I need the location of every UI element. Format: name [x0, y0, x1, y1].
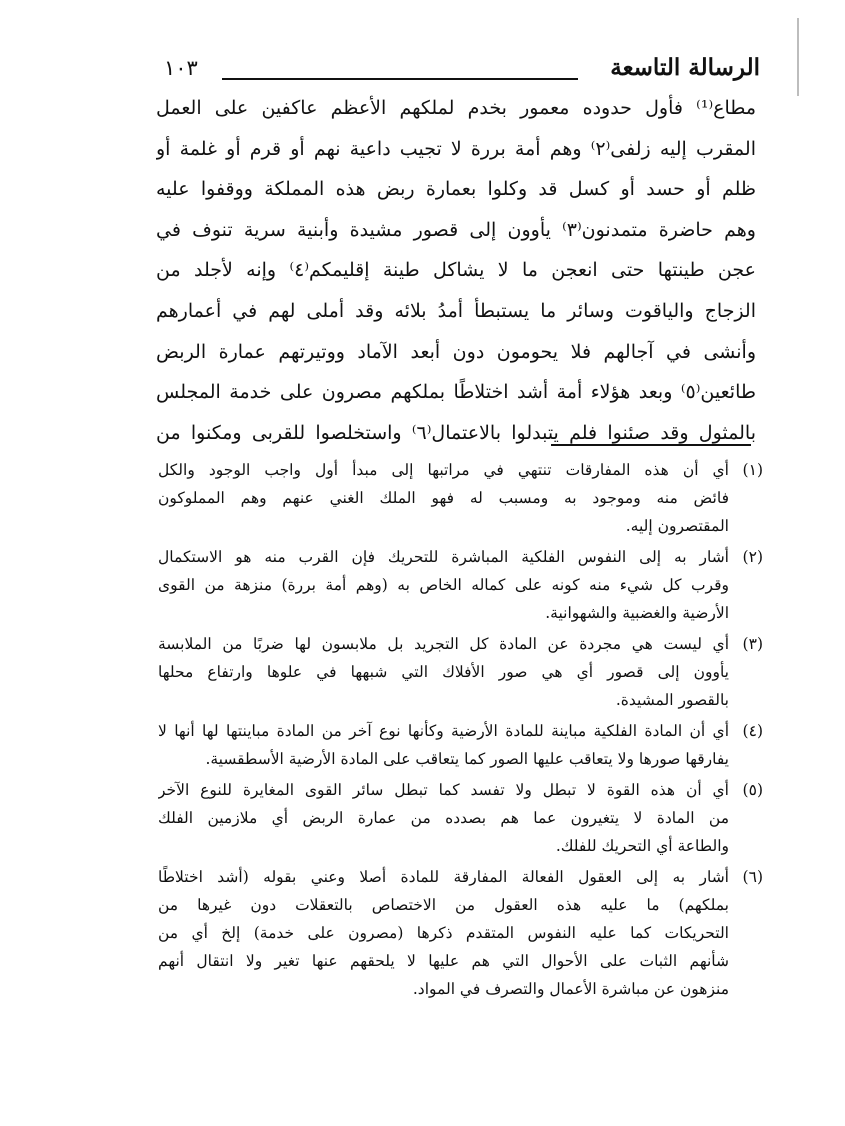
footnote-number: (٣)	[742, 635, 763, 653]
running-title: الرسالة التاسعة	[610, 54, 760, 81]
footnote-separator	[551, 444, 751, 446]
footnote-line: يفارقها صورها ولا يتعاقب عليها الصور كما يتعاقب على المادة الأرضية الأسطقسية.	[205, 750, 729, 768]
text-line: عجن طينتها حتى انعجن ما لا يشاكل طينة إقليمكم⁽٤⁾ وإنه لأجلد من	[156, 259, 756, 282]
footnote-line: المقتصرون إليه.	[625, 517, 729, 535]
main-text	[156, 88, 756, 453]
footnotes	[158, 456, 763, 1006]
text-line: الزجاج والياقوت وسائر ما يستبطأ أمدُ بلائه وقد أملى لهم في أعمارهم	[156, 299, 756, 322]
footnote-line: من المادة لا يتغيرون عما هم بصدده من عمارة الربض أي ملازمين الفلك	[158, 809, 729, 827]
page-number: ١٠٣	[164, 56, 198, 80]
text-line: ظلم أو حسد أو كسل قد وكلوا بعمارة ربض هذه المملكة ووقفوا عليه	[156, 178, 756, 201]
footnote-line: أشار به إلى النفوس الفلكية المباشرة للتحريك فإن القرب منه هو الاستكمال	[158, 548, 729, 566]
text-line: مطاع⁽¹⁾ فأول حدوده معمور بخدم لملكهم الأعظم عاكفين على العمل	[156, 97, 756, 119]
footnote-number: (٦)	[742, 868, 763, 886]
footnote-number: (٤)	[742, 722, 763, 740]
footnote-line: بملكهم) ما عليه هذه العقول من الاختصاص بالتعقلات دون غيرها من	[158, 896, 729, 914]
text-line: وأنشى في آجالهم فلا يحومون دون أبعد الآماد ووتيرتهم عمارة الربض	[156, 340, 756, 363]
text-line: وهم حاضرة متمدنون⁽٣⁾ يأوون إلى قصور مشيدة وأبنية سرية تنوف في	[156, 218, 756, 241]
footnote-line: منزهون عن مباشرة الأعمال والتصرف في المواد.	[412, 980, 729, 998]
footnote-line: بالقصور المشيدة.	[615, 691, 729, 709]
footnote-1	[158, 456, 763, 540]
footnote-line: والطاعة أي التحريك للفلك.	[555, 837, 729, 855]
footnote-line: وقرب كل شيء منه كونه على كماله الخاص به (وهم أمة بررة) منزهة من القوى	[158, 576, 729, 594]
footnote-number: (٥)	[742, 781, 763, 799]
footnote-2	[158, 543, 763, 627]
header-rule	[222, 78, 578, 80]
text-line: المقرب إليه زلفى⁽٢⁾ وهم أمة بررة لا تجيب داعية نهم أو قرم أو غلمة أو	[156, 137, 756, 160]
text-line: بالمثول وقد صئنوا فلم يتبدلوا بالاعتمال⁽٦⁾ واستخلصوا للقربى ومكنوا من	[156, 421, 756, 444]
footnote-line: الأرضية والغضبية والشهوانية.	[545, 604, 729, 622]
footnote-line: أي أن هذه المفارقات تنتهي في مراتبها إلى مبدأ أول واجب الوجود والكل	[158, 461, 729, 479]
footnote-line: أي أن هذه القوة لا تبطل ولا تفسد كما تبطل سائر القوى المغايرة للنوع الآخر	[158, 781, 729, 799]
footnote-6	[158, 863, 763, 1003]
footnote-line: التحريكات كما عليه النفوس المتقدم ذكرها (مصرون على خدمة) إلخ أي من	[158, 924, 729, 942]
footnote-4	[158, 717, 763, 773]
footnote-5	[158, 776, 763, 860]
footnote-line: يأوون إلى قصور أي هي صور الأفلاك التي شبهها في علوها وارتفاع محلها	[158, 663, 729, 681]
footnote-line: فائض منه وموجود به ومسبب له فهو الملك الغني عنهم وهم المملوكون	[158, 489, 729, 507]
footnote-line: أي ليست هي مجردة عن المادة كل التجريد بل ملابسون لها ضربًا من الملابسة	[158, 635, 729, 653]
text-line: طائعين⁽٥⁾ وبعد هؤلاء أمة أشد اختلاطًا بملكهم مصرون على خدمة المجلس	[156, 381, 756, 404]
binding-edge-line	[797, 18, 799, 96]
footnote-3	[158, 630, 763, 714]
footnote-line: أشار به إلى العقول الفعالة المفارقة للمادة أصلا وعني بقوله (أشد اختلاطًا	[158, 868, 729, 886]
footnote-number: (١)	[742, 461, 763, 479]
footnote-line: أي أن المادة الفلكية مباينة للمادة الأرضية وكأنها نوع آخر من المادة مباينتها لها أنها لا	[158, 722, 729, 740]
footnote-line: شأنهم الثبات على الأحوال التي هم عليها لا يلحقهم عنها تغير ولا انتقال أنهم	[158, 952, 729, 970]
footnote-number: (٢)	[742, 548, 763, 566]
